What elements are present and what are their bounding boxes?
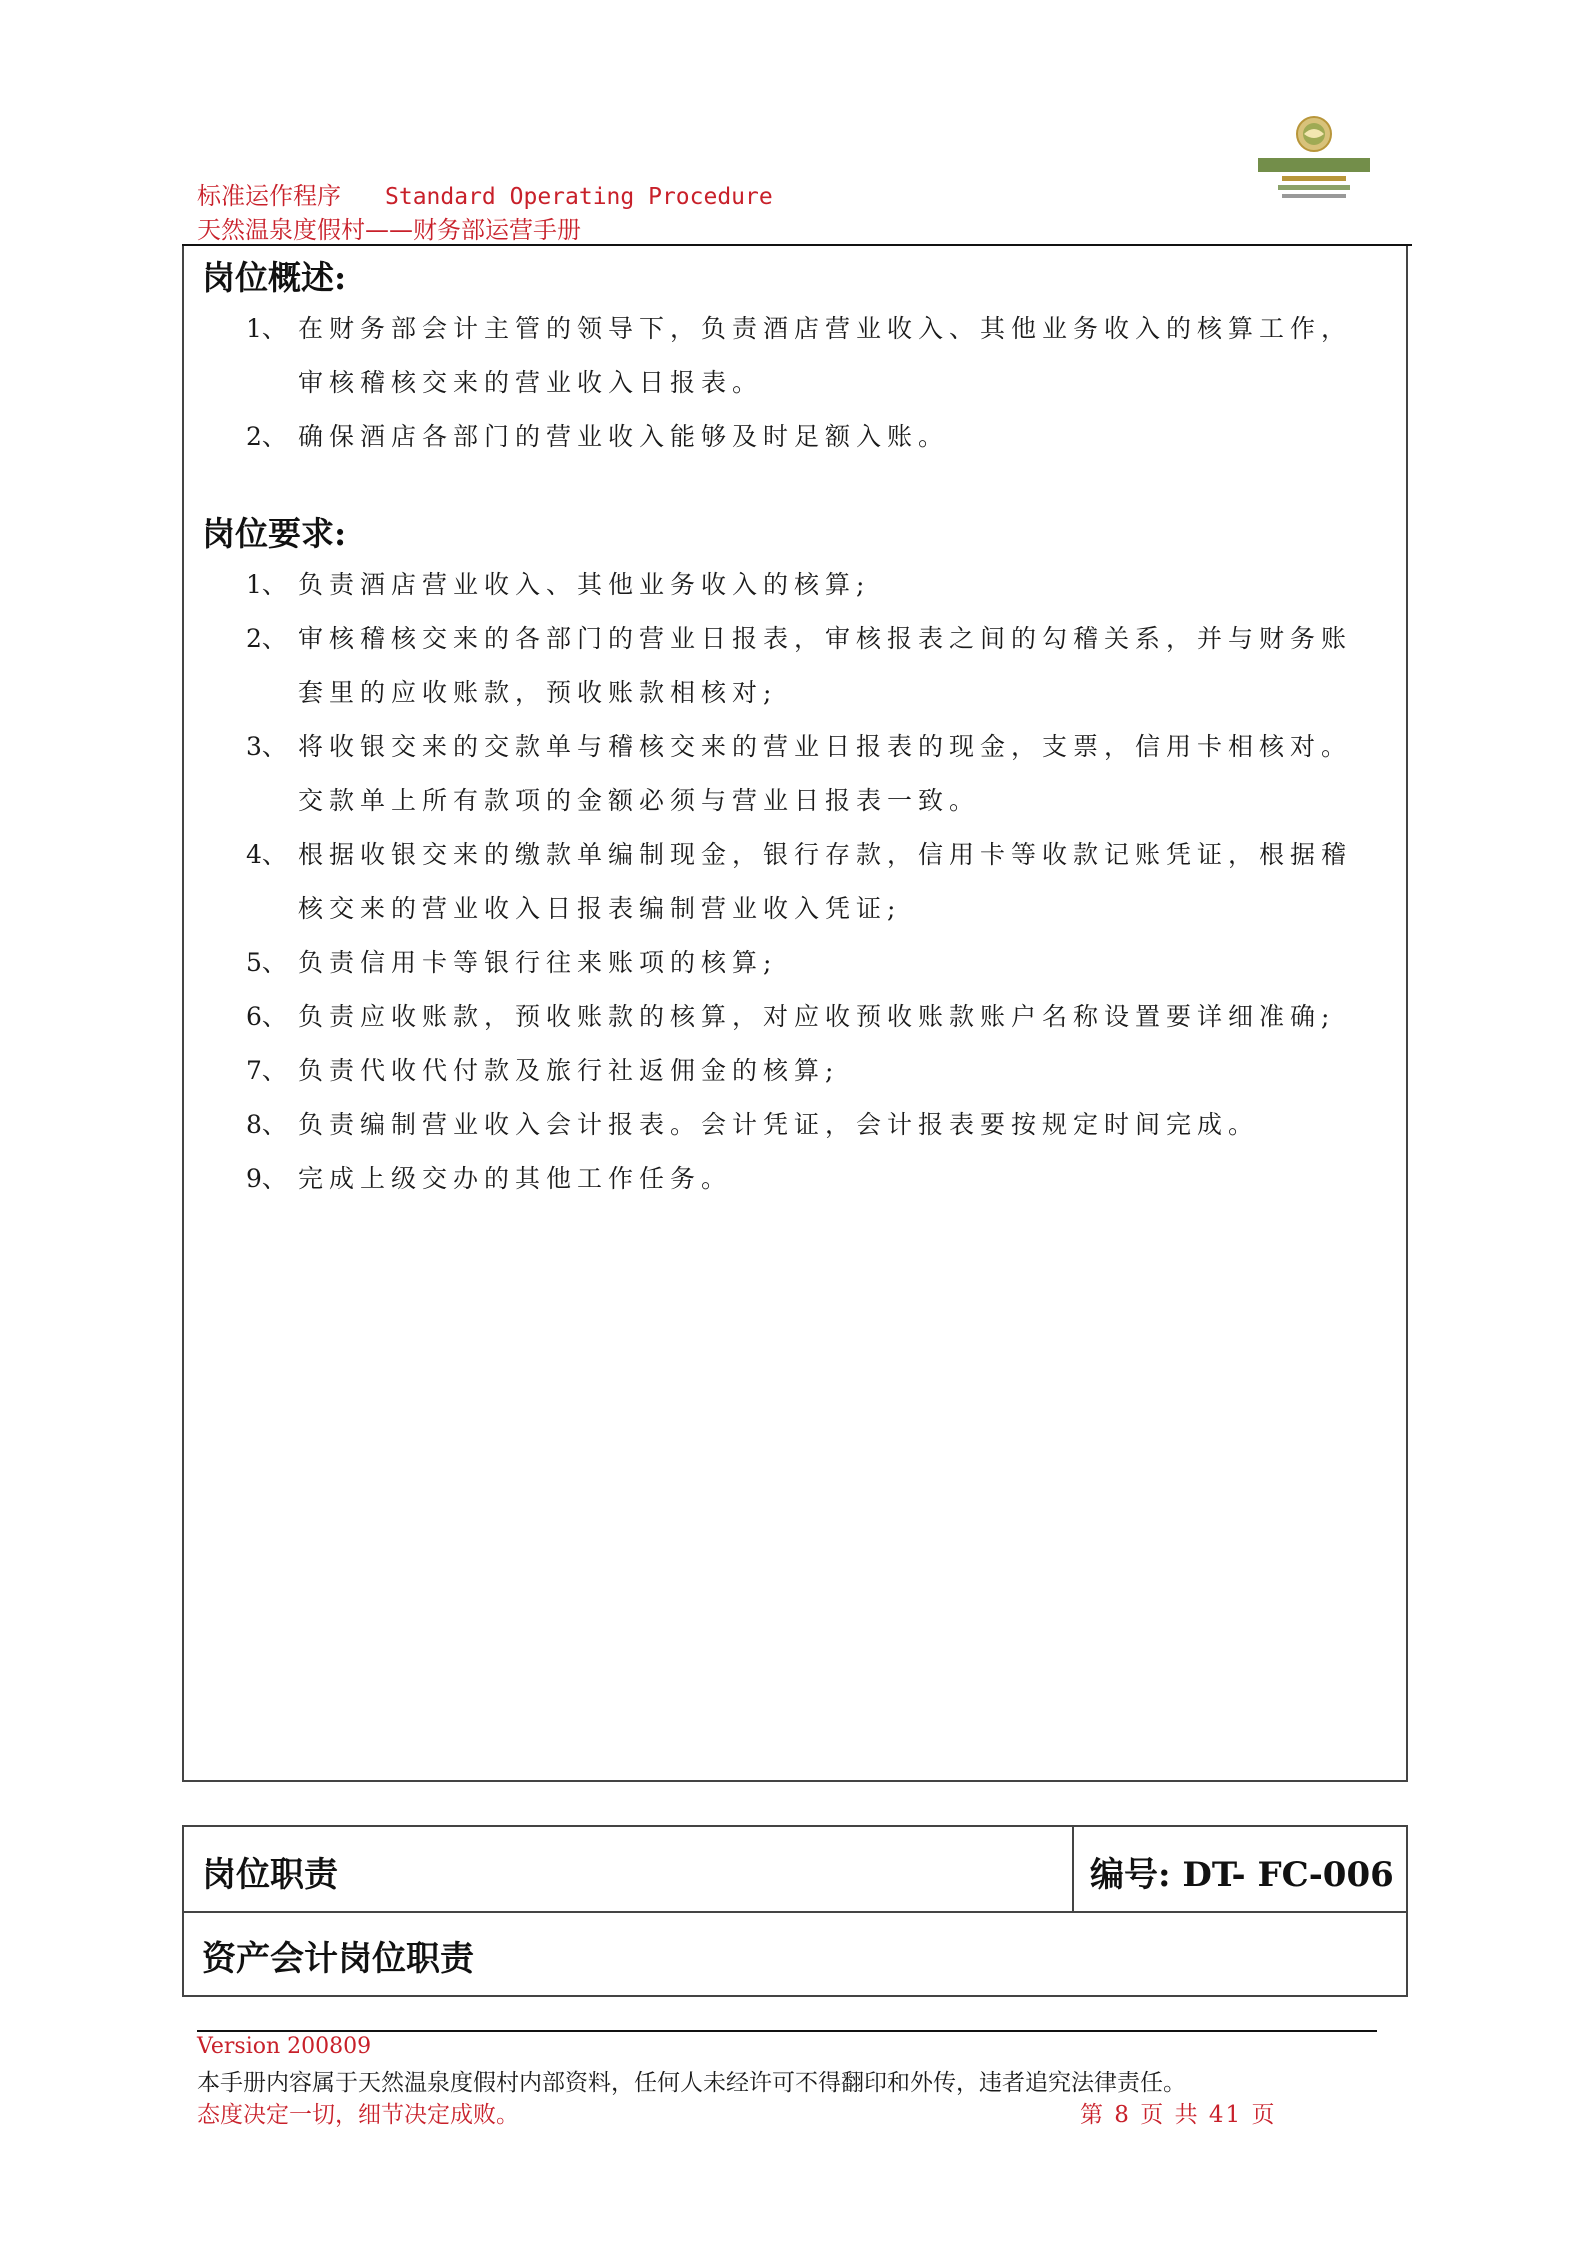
page-number: 第 8 页 共 41 页 [1080,2102,1277,2128]
overview-item [246,410,1366,464]
item-text-continued: 套里的应收账款，预收账款相核对; [298,678,778,707]
document-code: 编号: DT- FC-006 [1090,1855,1394,1895]
content-box [182,246,1408,1782]
footer-version: Version 200809 [197,2034,372,2059]
resort-logo-icon [1248,112,1380,212]
duty-table [182,1825,1408,1997]
item-text: 在财务部会计主管的领导下，负责酒店营业收入、其他业务收入的核算工作， [298,314,1353,343]
item-number: 9、 [246,1164,287,1193]
item-text-continued: 交款单上所有款项的金额必须与营业日报表一致。 [298,786,981,815]
item-text: 完成上级交办的其他工作任务。 [298,1164,733,1193]
item-number: 2、 [246,624,287,653]
item-text: 负责酒店营业收入、其他业务收入的核算; [298,570,871,599]
header-subtitle: 天然温泉度假村——财务部运营手册 [197,216,581,244]
item-text: 负责应收账款，预收账款的核算，对应收预收账款账户名称设置要详细准确; [298,1002,1336,1031]
position-title: 资产会计岗位职责 [202,1939,474,1979]
item-text-continued: 核交来的营业收入日报表编制营业收入凭证; [298,894,902,923]
header-title-en: Standard Operating Procedure [385,184,773,210]
header-title-cn: 标准运作程序 [197,182,341,210]
requirement-item [246,720,1366,828]
footer-rule [197,2030,1377,2032]
item-text: 负责信用卡等银行往来账项的核算; [298,948,778,977]
item-number: 7、 [246,1056,287,1085]
requirement-item [246,1152,1366,1206]
header-title [197,176,773,211]
overview-item [246,302,1366,410]
item-number: 2、 [246,422,287,451]
requirement-item [246,828,1366,936]
item-text-continued: 审核稽核交来的营业收入日报表。 [298,368,764,397]
requirement-item [246,558,1366,612]
item-number: 1、 [246,570,287,599]
footer-motto: 态度决定一切，细节决定成败。 [197,2102,519,2128]
requirement-item [246,612,1366,720]
item-number: 4、 [246,840,287,869]
item-number: 1、 [246,314,287,343]
item-text: 负责代收代付款及旅行社返佣金的核算; [298,1056,840,1085]
table-column-divider [1072,1827,1074,1911]
item-number: 6、 [246,1002,287,1031]
item-text: 负责编制营业收入会计报表。会计凭证，会计报表要按规定时间完成。 [298,1110,1260,1139]
item-text: 确保酒店各部门的营业收入能够及时足额入账。 [298,422,950,451]
item-text: 将收银交来的交款单与稽核交来的营业日报表的现金，支票，信用卡相核对。 [298,732,1353,761]
duty-label: 岗位职责 [202,1855,338,1895]
footer-notice: 本手册内容属于天然温泉度假村内部资料，任何人未经许可不得翻印和外传，违者追究法律责任。 [197,2070,1186,2096]
item-number: 3、 [246,732,287,761]
requirement-item [246,936,1366,990]
item-number: 8、 [246,1110,287,1139]
item-text: 审核稽核交来的各部门的营业日报表，审核报表之间的勾稽关系，并与财务账 [298,624,1353,653]
item-text: 根据收银交来的缴款单编制现金，银行存款，信用卡等收款记账凭证，根据稽 [298,840,1353,869]
requirement-item [246,1044,1366,1098]
table-row-divider [184,1911,1406,1913]
overview-title: 岗位概述: [202,258,347,297]
item-number: 5、 [246,948,287,977]
requirement-item [246,990,1366,1044]
requirements-title: 岗位要求: [202,514,347,553]
requirement-item [246,1098,1366,1152]
